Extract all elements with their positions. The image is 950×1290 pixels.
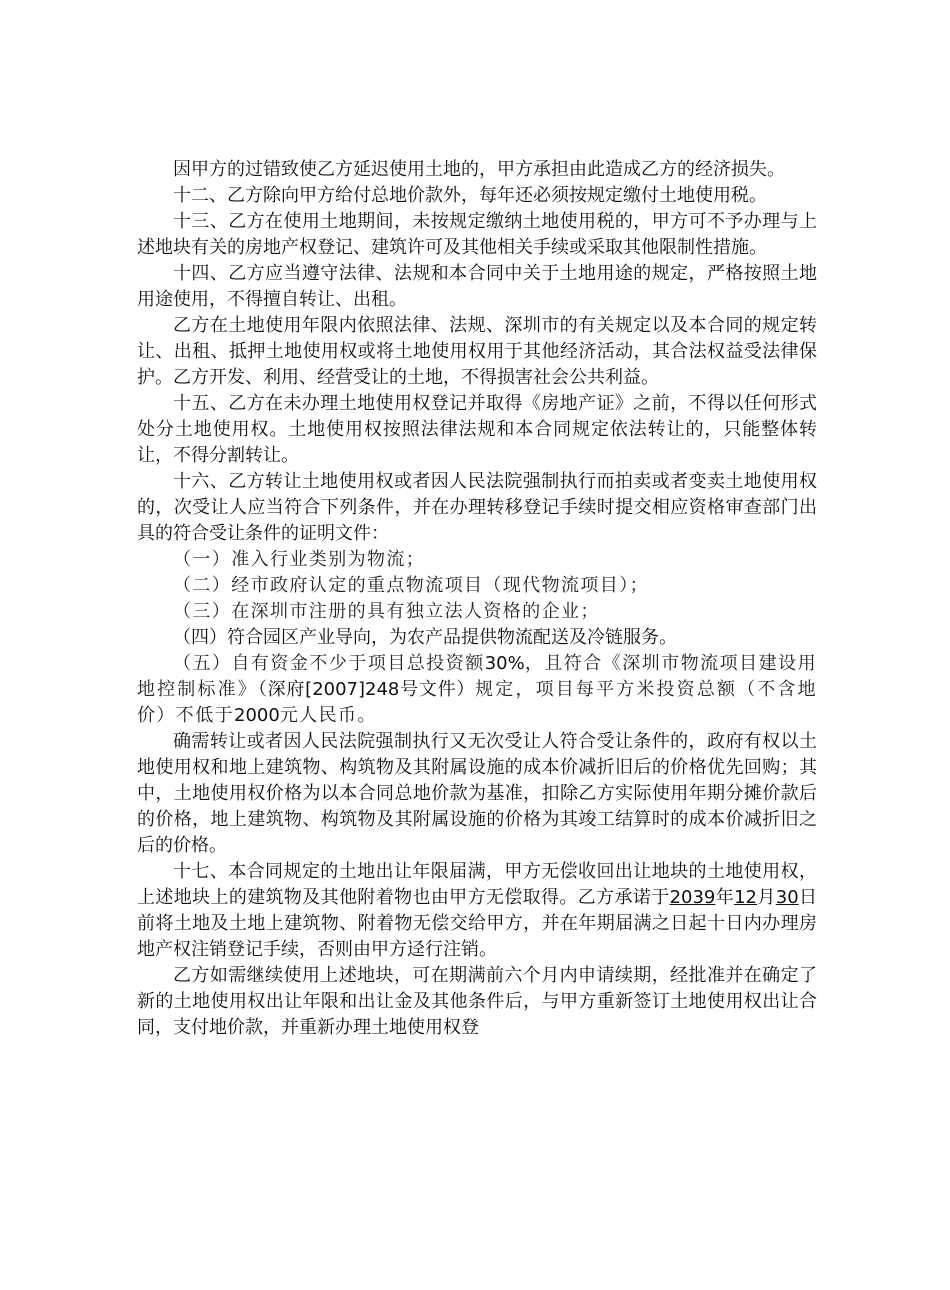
article-16: 十六、乙方转让土地使用权或者因人民法院强制执行而拍卖或者变卖土地使用权的，次受让人应当符合下列条件，并在办理转移登记手续时提交相应资格审查部门出具的符合受让条件的证明文件： (137, 471, 817, 544)
paragraph-delay-loss: 因甲方的过错致使乙方延迟使用土地的，甲方承担由此造成乙方的经济损失。 (173, 159, 785, 180)
expiry-year-unit: 年 (715, 887, 735, 908)
document-page (137, 157, 817, 1041)
article-17-rest: 日前将土地及土地上建筑物、附着物无偿交给甲方，并在年期届满之日起十日内办理房地产权注销登记手续，否则由甲方迳行注销。 (137, 887, 818, 960)
article-15: 十五、乙方在未办理土地使用权登记并取得《房地产证》之前，不得以任何形式处分土地使用权。土地使用权按照法律法规和本合同规定依法转让的，只能整体转让，不得分割转让。 (137, 393, 817, 466)
expiry-year: 2039 (669, 887, 716, 908)
expiry-day: 30 (775, 887, 799, 908)
condition-5-part2: ，且符合《深圳市物流项目建设用地控制标准》 (137, 653, 817, 700)
condition-5-amount: 2000 (234, 705, 280, 726)
condition-5-ref: （深府[2007]248号文件） (257, 679, 476, 700)
condition-5-part3: 规定，项目每平方米投资总额（不含地价）不低于 (137, 679, 817, 726)
article-13: 十三、乙方在使用土地期间，未按规定缴纳土地使用税的，甲方可不予办理与上述地块有关的房地产权登记、建筑许可及其他相关手续或采取其他限制性措施。 (137, 211, 817, 258)
condition-1: （一）准入行业类别为物流； (173, 549, 426, 570)
paragraph-renewal: 乙方如需继续使用上述地块，可在期满前六个月内申请续期，经批准并在确定了新的土地使用权出让年限和出让金及其他条件后，与甲方重新签订土地使用权出让合同，支付地价款，并重新办理土地使用权登 (137, 965, 817, 1038)
condition-2: （二）经市政府认定的重点物流项目（现代物流项目）； (173, 575, 649, 596)
article-17-intro: 十七、本合同规定的土地出让年限届满，甲方无偿收回出让地块的土地使用权，上述地块上的建筑物及其他附着物也由甲方无偿取得。乙方承诺于 (137, 861, 817, 908)
condition-5-part4: 元人民币。 (279, 705, 377, 726)
condition-5-part1: （五）自有资金不少于项目总投资额 (173, 653, 485, 674)
article-12: 十二、乙方除向甲方给付总地价款外，每年还必须按规定缴付土地使用税。 (173, 185, 767, 206)
condition-4: （四）符合园区产业导向，为农产品提供物流配送及冷链服务。 (173, 627, 677, 648)
article-17 (137, 859, 817, 963)
condition-5-percent: 30% (484, 653, 525, 674)
condition-3: （三）在深圳市注册的具有独立法人资格的企业； (173, 601, 600, 622)
paragraph-buyback: 确需转让或者因人民法院强制执行又无次受让人符合受让条件的，政府有权以土地使用权和地上建筑物、构筑物及其附属设施的成本价减折旧后的价格优先回购；其中，土地使用权价格为以本合同总地价款为基准，扣除乙方实际使用年期分摊价款后的价格，地上建筑物、构筑物及其附属设施的价格为其竣工结算时的成本价减折旧之后的价格。 (137, 731, 817, 856)
article-14: 十四、乙方应当遵守法律、法规和本合同中关于土地用途的规定，严格按照土地用途使用，不得擅自转让、出租。 (137, 263, 817, 310)
expiry-month-unit: 月 (757, 887, 776, 908)
paragraph-transfer-rights: 乙方在土地使用年限内依照法律、法规、深圳市的有关规定以及本合同的规定转让、出租、抵押土地使用权或将土地使用权用于其他经济活动，其合法权益受法律保护。乙方开发、利用、经营受让的土地，不得损害社会公共利益。 (137, 315, 817, 388)
expiry-month: 12 (734, 887, 758, 908)
condition-5 (137, 651, 817, 729)
